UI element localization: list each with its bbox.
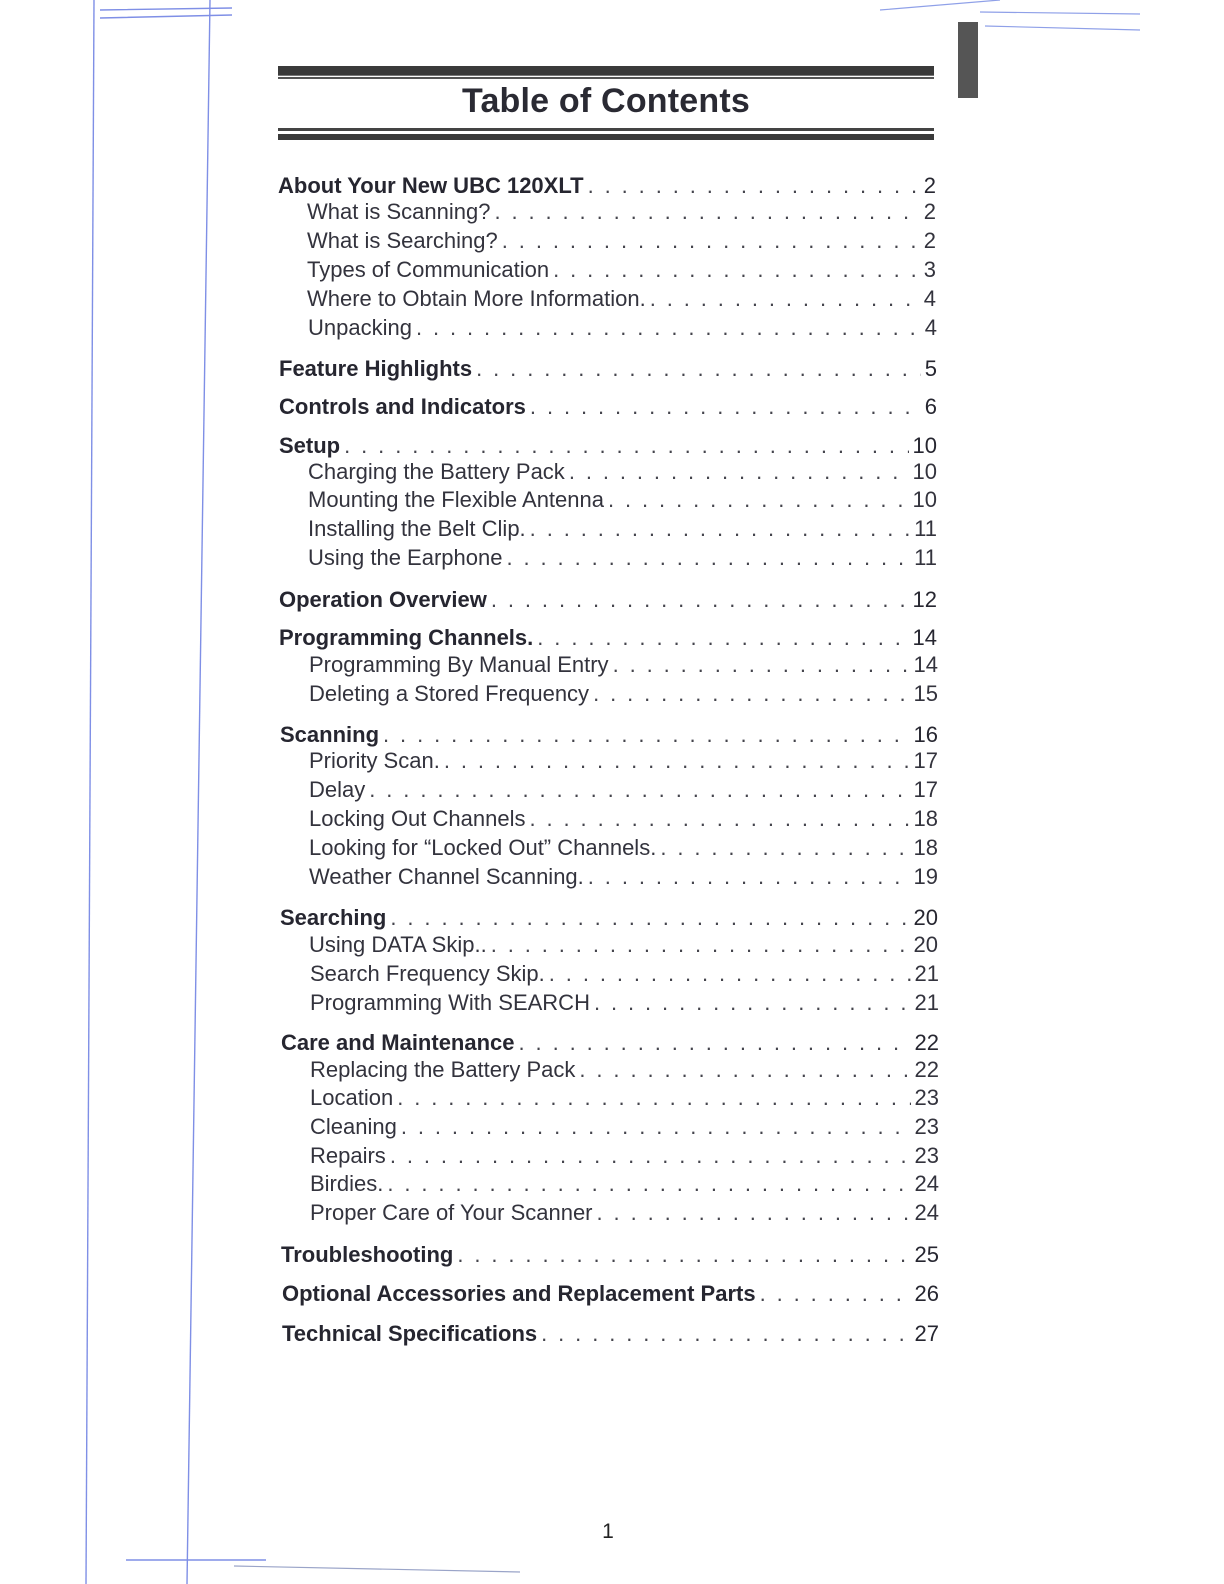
toc-section-entry	[281, 1029, 939, 1057]
toc-entry-label: Searching	[280, 905, 387, 930]
toc-subsection-entry	[307, 285, 936, 313]
toc-section-entry	[278, 172, 936, 200]
toc-entry-page: 2	[923, 228, 936, 253]
toc-entry-page: 12	[912, 587, 937, 612]
toc-dot-leader	[387, 1170, 910, 1198]
toc-entry-page: 2	[923, 199, 936, 224]
toc-entry-page: 24	[914, 1200, 939, 1225]
toc-entry-page: 18	[913, 835, 938, 860]
toc-entry-label: Installing the Belt Clip.	[308, 516, 526, 541]
toc-dot-leader	[494, 198, 919, 226]
toc-dot-leader	[397, 1084, 910, 1112]
toc-entry-label: Using the Earphone	[308, 545, 503, 570]
toc-entry-label: Mounting the Flexible Antenna	[308, 487, 604, 512]
toc-dot-leader	[553, 256, 920, 284]
toc-dot-leader	[760, 1280, 911, 1308]
toc-section-entry	[280, 904, 938, 932]
toc-dot-leader	[369, 776, 909, 804]
toc-section-entry	[282, 1280, 939, 1308]
toc-dot-leader	[476, 355, 921, 383]
toc-subsection-entry	[310, 1056, 939, 1084]
toc-dot-leader	[594, 989, 911, 1017]
toc-subsection-entry	[309, 834, 938, 862]
toc-subsection-entry	[308, 486, 937, 514]
toc-entry-page: 27	[914, 1321, 939, 1346]
toc-entry-page: 4	[924, 315, 937, 340]
toc-subsection-entry	[310, 960, 939, 988]
toc-dot-leader	[390, 904, 909, 932]
toc-dot-leader	[457, 1241, 910, 1269]
toc-subsection-entry	[309, 805, 938, 833]
toc-entry-page: 14	[912, 625, 937, 650]
toc-dot-leader	[529, 805, 909, 833]
toc-dot-leader	[502, 227, 920, 255]
toc-section-entry	[279, 432, 937, 460]
toc-subsection-entry	[310, 1142, 939, 1170]
toc-entry-page: 16	[913, 722, 938, 747]
toc-dot-leader	[588, 172, 920, 200]
toc-entry-label: Setup	[279, 433, 341, 458]
toc-section-entry	[279, 355, 937, 383]
toc-subsection-entry	[309, 776, 938, 804]
toc-entry-label: Types of Communication	[307, 257, 550, 282]
toc-dot-leader	[530, 393, 921, 421]
toc-entry-page: 10	[912, 487, 937, 512]
toc-subsection-entry	[307, 198, 936, 226]
toc-subsection-entry	[310, 1113, 939, 1141]
toc-entry-label: Programming Channels.	[279, 625, 534, 650]
toc-entry-page: 11	[914, 545, 937, 570]
toc-dot-leader	[506, 544, 910, 572]
toc-entry-page: 18	[913, 806, 938, 831]
toc-entry-label: Unpacking	[308, 315, 412, 340]
toc-entry-label: About Your New UBC 120XLT	[278, 173, 584, 198]
toc-entry-page: 2	[923, 173, 936, 198]
toc-entry-label: Proper Care of Your Scanner	[310, 1200, 593, 1225]
toc-dot-leader	[541, 1320, 910, 1348]
toc-subsection-entry	[310, 1084, 939, 1112]
toc-subsection-entry	[308, 544, 937, 572]
toc-entry-page: 15	[913, 681, 938, 706]
toc-entry-page: 14	[913, 652, 938, 677]
toc-entry-page: 4	[923, 286, 936, 311]
toc-entry-label: Programming With SEARCH	[310, 990, 590, 1015]
toc-subsection-entry	[309, 680, 938, 708]
toc-dot-leader	[519, 1029, 911, 1057]
toc-entry-label: What is Scanning?	[307, 199, 491, 224]
toc-dot-leader	[444, 747, 910, 775]
toc-dot-leader	[569, 458, 909, 486]
toc-entry-label: Locking Out Channels	[309, 806, 526, 831]
toc-entry-label: Using DATA Skip..	[309, 932, 487, 957]
toc-subsection-entry	[307, 227, 936, 255]
toc-dot-leader	[579, 1056, 910, 1084]
toc-entry-page: 22	[914, 1030, 939, 1055]
toc-dot-leader	[491, 931, 910, 959]
toc-entry-page: 17	[913, 748, 938, 773]
page-number: 1	[602, 1520, 614, 1543]
toc-entry-page: 17	[913, 777, 938, 802]
toc-entry-label: What is Searching?	[307, 228, 498, 253]
toc-dot-leader	[549, 960, 911, 988]
toc-subsection-entry	[309, 747, 938, 775]
toc-entry-page: 6	[924, 394, 937, 419]
toc-dot-leader	[390, 1142, 911, 1170]
toc-subsection-entry	[310, 989, 939, 1017]
page-title: Table of Contents	[462, 82, 750, 120]
toc-entry-label: Optional Accessories and Replacement Parts	[282, 1281, 756, 1306]
toc-entry-label: Scanning	[280, 722, 380, 747]
toc-dot-leader	[608, 486, 909, 514]
toc-entry-label: Birdies.	[310, 1171, 384, 1196]
toc-subsection-entry	[307, 256, 936, 284]
toc-entry-page: 23	[914, 1114, 939, 1139]
toc-dot-leader	[660, 834, 909, 862]
toc-entry-label: Programming By Manual Entry	[309, 652, 609, 677]
toc-subsection-entry	[308, 458, 937, 486]
toc-section-entry	[279, 624, 937, 652]
toc-dot-leader	[401, 1113, 911, 1141]
toc-entry-page: 23	[914, 1085, 939, 1110]
toc-section-entry	[279, 393, 937, 421]
toc-dot-leader	[650, 285, 920, 313]
toc-entry-label: Cleaning	[310, 1114, 397, 1139]
toc-entry-page: 21	[914, 990, 939, 1015]
toc-entry-page: 5	[924, 356, 937, 381]
toc-entry-page: 21	[914, 961, 939, 986]
toc-entry-page: 25	[914, 1242, 939, 1267]
toc-dot-leader	[491, 586, 909, 614]
toc-entry-label: Weather Channel Scanning.	[309, 864, 584, 889]
toc-entry-label: Location	[310, 1085, 394, 1110]
toc-subsection-entry	[309, 651, 938, 679]
toc-entry-label: Replacing the Battery Pack	[310, 1057, 576, 1082]
toc-entry-label: Operation Overview	[279, 587, 487, 612]
toc-entry-label: Controls and Indicators	[279, 394, 526, 419]
toc-dot-leader	[613, 651, 910, 679]
toc-entry-label: Feature Highlights	[279, 356, 473, 381]
toc-subsection-entry	[308, 515, 937, 543]
toc-subsection-entry	[310, 1170, 939, 1198]
toc-section-entry	[280, 721, 938, 749]
toc-entry-label: Looking for “Locked Out” Channels.	[309, 835, 657, 860]
toc-entry-page: 10	[912, 459, 937, 484]
toc-subsection-entry	[310, 1199, 939, 1227]
toc-entry-page: 3	[923, 257, 936, 282]
toc-dot-leader	[530, 515, 910, 543]
toc-subsection-entry	[309, 931, 938, 959]
toc-entry-label: Deleting a Stored Frequency	[309, 681, 590, 706]
toc-dot-leader	[593, 680, 909, 708]
toc-entry-label: Where to Obtain More Information.	[307, 286, 646, 311]
toc-entry-page: 24	[914, 1171, 939, 1196]
toc-entry-label: Search Frequency Skip.	[310, 961, 545, 986]
toc-entry-page: 11	[914, 516, 937, 541]
toc-entry-label: Troubleshooting	[281, 1242, 454, 1267]
toc-subsection-entry	[308, 314, 937, 342]
toc-entry-page: 26	[914, 1281, 939, 1306]
toc-entry-page: 20	[913, 905, 938, 930]
toc-subsection-entry	[309, 863, 938, 891]
toc-entry-page: 10	[912, 433, 937, 458]
toc-section-entry	[281, 1241, 939, 1269]
toc-section-entry	[279, 586, 937, 614]
toc-entry-page: 20	[913, 932, 938, 957]
toc-entry-label: Technical Specifications	[282, 1321, 538, 1346]
toc-entry-label: Priority Scan.	[309, 748, 440, 773]
toc-entry-page: 19	[913, 864, 938, 889]
toc-entry-page: 22	[914, 1057, 939, 1082]
toc-entry-label: Charging the Battery Pack	[308, 459, 565, 484]
toc-dot-leader	[597, 1199, 911, 1227]
toc-dot-leader	[344, 432, 908, 460]
toc-entry-page: 23	[914, 1143, 939, 1168]
toc-entry-label: Repairs	[310, 1143, 386, 1168]
toc-dot-leader	[416, 314, 921, 342]
toc-dot-leader	[383, 721, 910, 749]
toc-entry-label: Care and Maintenance	[281, 1030, 515, 1055]
toc-dot-leader	[588, 863, 910, 891]
toc-dot-leader	[537, 624, 908, 652]
toc-entry-label: Delay	[309, 777, 366, 802]
toc-section-entry	[282, 1320, 939, 1348]
